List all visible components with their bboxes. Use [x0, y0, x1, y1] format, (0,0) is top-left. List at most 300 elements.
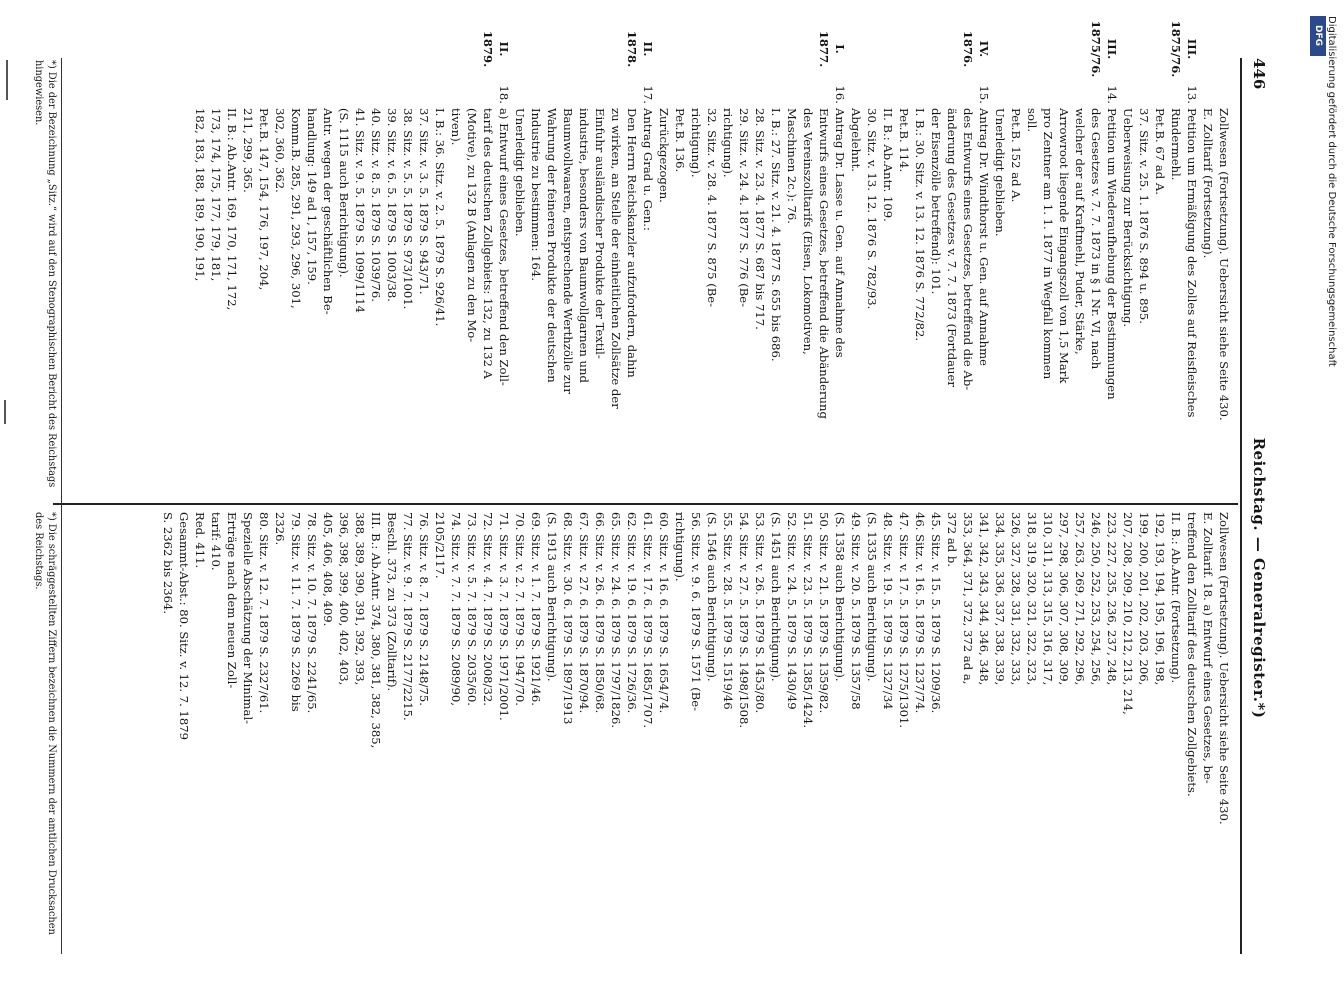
entry-text: 49. Sitz. v. 20. 5. 1879 S. 1357/58 — [849, 512, 863, 710]
entry-text: 41. Sitz. v. 9. 5. 1879 S. 1099/1114 — [353, 108, 367, 313]
register-line — [400, 512, 416, 956]
entry-text: Pet.B. 67 ad A. — [1153, 108, 1167, 195]
register-line — [784, 512, 800, 956]
register-line — [1120, 20, 1136, 495]
register-line — [1184, 20, 1200, 495]
register-line — [784, 20, 800, 495]
session-label — [896, 20, 912, 78]
register-line — [880, 20, 896, 495]
column-divider — [53, 503, 1238, 505]
register-line — [800, 512, 816, 956]
entry-text: 39. Sitz. v. 6. 5. 1879 S. 1003/38. — [385, 108, 399, 302]
register-line — [912, 512, 928, 956]
entry-text: Petition um Ermäßigung des Zolles auf Reisfleisches — [1185, 108, 1199, 418]
session-label — [416, 20, 432, 78]
session-label — [224, 20, 240, 78]
register-line — [592, 512, 608, 956]
footnote-right: *) Die schräggestellten Ziffern bezeichnen die Nummern der amtlichen Drucksachen des Reichstags. — [33, 512, 57, 935]
register-line — [848, 20, 864, 495]
entry-text: (S. 1451 auch Berichtigung). — [769, 512, 783, 682]
session-label — [720, 20, 736, 78]
entry-text: Spezielle Abschätzung der Minimal- — [241, 512, 255, 725]
entry-text: der Eisenzölle betreffend): 101. — [929, 108, 943, 295]
entry-number — [912, 78, 928, 108]
entry-text: 69. Sitz. v. 1. 7. 1879 S. 1921/46. — [529, 512, 543, 706]
register-line — [1136, 20, 1152, 495]
entry-text: 70. Sitz. v. 2. 7. 1879 S. 1947/70. — [513, 512, 527, 706]
entry-text: Antrag Dr. Windthorst u. Gen. auf Annahme — [977, 108, 991, 366]
register-line — [512, 20, 528, 495]
register-line — [496, 20, 512, 495]
entry-number — [352, 78, 368, 108]
entry-text: handlung: 149 ad 1, 157, 159. — [305, 108, 319, 285]
entry-number — [1120, 78, 1136, 108]
session-label: 1878. — [625, 30, 639, 68]
register-line — [832, 512, 848, 956]
register-line — [224, 512, 240, 956]
entry-text: 77. Sitz. v. 9. 7. 1879 S. 2177/2215. — [401, 512, 415, 721]
session-label — [528, 20, 544, 78]
entry-number — [320, 78, 336, 108]
register-line — [976, 512, 992, 956]
entry-number — [272, 78, 288, 108]
entry-text: Pet.B. 147, 154, 176, 197, 204, — [257, 108, 271, 291]
session-label — [608, 20, 624, 78]
entry-number — [544, 78, 560, 108]
register-line — [304, 20, 320, 495]
entry-number — [768, 78, 784, 108]
register-line — [288, 512, 304, 956]
entry-number: 18. — [497, 85, 511, 104]
entry-text: 396, 398, 399, 400, 402, 403, — [337, 512, 351, 686]
entry-text: Pet.B. 152 ad A. — [1009, 108, 1023, 203]
footnote-left: *) Die der Bezeichnung „Sitz.“ wird auf den Stenographischen Bericht des Reichstags hingewiesen. — [33, 60, 57, 488]
session-label — [576, 20, 592, 78]
entry-text: Unerledigt geblieben. — [513, 108, 527, 237]
entry-number — [784, 78, 800, 108]
register-line — [976, 20, 992, 495]
entry-text: 79. Sitz. v. 11. 7. 1879 S. 2269 bis — [289, 512, 303, 712]
session-label — [1216, 20, 1232, 78]
entry-text: Industrie zu bestimmen: 164. — [529, 108, 543, 281]
register-line — [432, 20, 448, 495]
register-line — [1168, 512, 1184, 956]
entry-text: 65. Sitz. v. 24. 6. 1879 S. 1797/1826. — [609, 512, 623, 729]
entry-text: I. B.: 27. Sitz. v. 21. 4. 1877 S. 655 bis 686. — [769, 108, 783, 362]
register-line — [400, 20, 416, 495]
entry-number: 15. — [977, 85, 991, 104]
entry-text: 50. Sitz. v. 21. 5. 1879 S. 1359/82. — [817, 512, 831, 714]
entry-text: Einfuhr ausländischer Produkte der Textil- — [593, 108, 607, 359]
entry-text: richtigung). — [721, 108, 735, 178]
entry-text: 76. Sitz. v. 8. 7. 1879 S. 2148/75. — [417, 512, 431, 706]
entry-text: Ueberweisung zur Berücksichtigung. — [1121, 108, 1135, 328]
register-line — [816, 512, 832, 956]
entry-number — [688, 78, 704, 108]
entry-text: 28. Sitz. v. 23. 4. 1877 S. 687 bis 717. — [753, 108, 767, 330]
register-line — [272, 20, 288, 495]
register-line — [336, 20, 352, 495]
register-line — [480, 512, 496, 956]
register-line — [992, 20, 1008, 495]
entry-text: I. B.: 30. Sitz. v. 13. 12. 1876 S. 772/82. — [913, 108, 927, 342]
entry-text: Entwurfs eines Gesetzes, betreffend die Abänderung — [817, 108, 831, 419]
entry-text: a) Entwurf eines Gesetzes, betreffend den Zoll- — [497, 108, 511, 386]
session-label — [1024, 20, 1040, 78]
entry-text: zu wirken, an Stelle der einheitlichen Zollsätze der — [609, 108, 623, 409]
register-line — [464, 20, 480, 495]
entry-number — [400, 78, 416, 108]
register-line — [1200, 512, 1216, 956]
session-label — [784, 20, 800, 78]
entry-text: (S. 1358 auch Berichtigung). — [833, 512, 847, 682]
register-line — [1104, 20, 1120, 495]
entry-number — [240, 78, 256, 108]
entry-text: 173, 174, 175, 177, 179, 181, — [209, 108, 223, 282]
register-line — [1024, 20, 1040, 495]
entry-number — [432, 78, 448, 108]
register-line — [256, 512, 272, 956]
register-line — [960, 20, 976, 495]
register-line — [528, 512, 544, 956]
entry-text: Abgelehnt. — [849, 108, 863, 172]
register-line — [1168, 20, 1184, 495]
entry-number — [800, 78, 816, 108]
register-line — [864, 20, 880, 495]
session-label — [304, 20, 320, 78]
register-line — [352, 20, 368, 495]
session-label — [512, 20, 528, 78]
register-line — [768, 20, 784, 495]
entry-number — [720, 78, 736, 108]
entry-number — [1200, 78, 1216, 108]
register-line — [592, 20, 608, 495]
entry-text: änderung des Gesetzes v. 7. 7. 1873 (Fortdauer — [945, 108, 959, 387]
entry-number — [592, 78, 608, 108]
register-line — [752, 512, 768, 956]
entry-number — [848, 78, 864, 108]
entry-text: 37. Sitz. v. 3. 5. 1879 S. 943/71. — [417, 108, 431, 295]
register-line — [416, 512, 432, 956]
entry-text: tarif: 410. — [209, 512, 223, 571]
register-line — [176, 512, 192, 956]
entry-number — [1152, 78, 1168, 108]
entry-text: (S. 1913 auch Berichtigung). — [545, 512, 559, 682]
session-label: II. — [497, 41, 511, 57]
entry-text: (S. 1335 auch Berichtigung). — [865, 512, 879, 682]
session-label — [368, 20, 384, 78]
left-column — [192, 20, 1232, 495]
entry-text: E. Zolltarif. 18. a) Entwurf eines Gesetzes, be- — [1201, 512, 1215, 784]
digitization-side-strip — [1308, 14, 1344, 1000]
entry-number — [576, 78, 592, 108]
entry-text: 223, 227, 235, 236, 237, 248, — [1105, 512, 1119, 686]
session-label — [688, 20, 704, 78]
entry-number — [624, 78, 640, 108]
entry-text: 54. Sitz. v. 27. 5. 1879 S. 1498/1508. — [737, 512, 751, 729]
register-line — [1216, 20, 1232, 495]
register-line — [944, 20, 960, 495]
entry-text: des Vereinszolltarifs (Eisen, Lokomotiven, — [801, 108, 815, 355]
entry-number — [1216, 78, 1232, 108]
register-line — [432, 512, 448, 956]
entry-text: (S. 1115 auch Berichtigung). — [337, 108, 351, 278]
register-line — [992, 512, 1008, 956]
session-label: II. — [641, 41, 655, 57]
register-line — [384, 20, 400, 495]
entry-text: Den Herrn Reichskanzler aufzufordern, dahin — [625, 108, 639, 378]
session-label — [384, 20, 400, 78]
entry-number — [864, 78, 880, 108]
digitization-credit: Digitalisierung gefördert durch die Deutsche Forschungsgemeinschaft — [1326, 16, 1337, 367]
entry-number — [288, 78, 304, 108]
entry-number — [1168, 78, 1184, 108]
register-line — [736, 20, 752, 495]
session-label — [912, 20, 928, 78]
register-line — [704, 512, 720, 956]
register-line — [240, 20, 256, 495]
entry-text: tiven). — [449, 108, 463, 146]
entry-text: 246, 250, 252, 253, 254, 256, — [1089, 512, 1103, 686]
entry-text: E. Zolltarif (Fortsetzung). — [1201, 108, 1215, 259]
entry-text: 353, 364, 371, 372, 372 ad a, — [961, 512, 975, 685]
entry-text: 38. Sitz. v. 5. 5. 1879 S. 973/1001. — [401, 108, 415, 310]
entry-text: 74. Sitz. v. 7. 7. 1879 S. 2089/90, — [449, 512, 463, 706]
session-label: 1875/76. — [1089, 20, 1103, 78]
entry-number — [816, 78, 832, 108]
entry-text: 60. Sitz. v. 16. 6. 1879 S. 1654/74. — [657, 512, 671, 714]
entry-number — [480, 78, 496, 108]
entry-text: des Gesetzes v. 7. 7. 1873 in § 1 Nr. VI, nach — [1089, 108, 1103, 370]
register-line — [768, 512, 784, 956]
register-line — [640, 512, 656, 956]
register-line — [944, 512, 960, 956]
session-label: 1876. — [961, 30, 975, 68]
entry-text: Komm.B. 285, 291, 293, 296, 301, — [289, 108, 303, 309]
page-header — [1242, 58, 1272, 958]
entry-text: 388, 389, 390, 391, 392, 393, — [353, 512, 367, 686]
entry-text: 37. Sitz. v. 25. 1. 1876 S. 894 u. 895. — [1137, 108, 1151, 324]
register-line — [544, 512, 560, 956]
register-line — [1072, 20, 1088, 495]
entry-text: 40. Sitz. v. 8. 5. 1879 S. 1039/76. — [369, 108, 383, 302]
register-line — [1200, 20, 1216, 495]
entry-text: I. B.: 36. Sitz. v. 2. 5. 1879 S. 926/41. — [433, 108, 447, 327]
entry-number — [1024, 78, 1040, 108]
register-line — [1152, 512, 1168, 956]
entry-text: II. B.: Ab.Antr. (Fortsetzung). — [1169, 512, 1183, 684]
entry-text: II. B.: Ab.Antr. 109. — [881, 108, 895, 222]
register-line — [1088, 512, 1104, 956]
register-line — [1008, 20, 1024, 495]
session-label — [432, 20, 448, 78]
entry-number — [384, 78, 400, 108]
entry-text: 62. Sitz. v. 19. 6. 1879 S. 1726/36. — [625, 512, 639, 714]
register-line — [928, 20, 944, 495]
session-label: I. — [833, 44, 847, 54]
register-line — [608, 20, 624, 495]
register-line — [1056, 512, 1072, 956]
entry-number: 17. — [641, 85, 655, 104]
register-line — [880, 512, 896, 956]
entry-number — [880, 78, 896, 108]
entry-text: Gesammt-Abst.: 80. Sitz. v. 12. 7. 1879 — [177, 512, 191, 741]
register-line — [640, 20, 656, 495]
entry-text: 46. Sitz. v. 16. 5. 1879 S. 1237/74. — [913, 512, 927, 714]
entry-text: 51. Sitz. v. 23. 5. 1879 S. 1385/1424. — [801, 512, 815, 729]
register-line — [864, 512, 880, 956]
register-line — [832, 20, 848, 495]
session-label — [288, 20, 304, 78]
entry-text: 372 ad b. — [945, 512, 959, 567]
session-label — [1136, 20, 1152, 78]
entry-text: Zurückgezogen. — [657, 108, 671, 203]
register-line — [896, 20, 912, 495]
entry-text: 61. Sitz. v. 17. 6. 1879 S. 1685/1707. — [641, 512, 655, 729]
register-line — [448, 20, 464, 495]
entry-text: 29. Sitz. v. 24. 4. 1877 S. 776 (Be- — [737, 108, 751, 308]
register-line — [464, 512, 480, 956]
page-number: 446 — [1250, 58, 1268, 90]
register-line — [1088, 20, 1104, 495]
register-line — [624, 512, 640, 956]
entry-number — [1072, 78, 1088, 108]
register-line — [208, 512, 224, 956]
entry-number — [528, 78, 544, 108]
session-label — [352, 20, 368, 78]
session-label — [560, 20, 576, 78]
register-line — [688, 512, 704, 956]
entry-number — [704, 78, 720, 108]
register-line — [816, 20, 832, 495]
entry-text: III. B.: Ab.Antr. 374, 380, 381, 382, 385, — [369, 512, 383, 749]
scan-speck — [6, 60, 8, 100]
entry-text: 192, 193, 194, 195, 196, 198, — [1153, 512, 1167, 686]
entry-text: pro Zentner am 1. 1. 1877 in Wegfall kommen — [1041, 108, 1055, 380]
register-line — [576, 512, 592, 956]
right-column — [160, 512, 1232, 956]
entry-text: 53. Sitz. v. 26. 5. 1879 S. 1453/80. — [753, 512, 767, 714]
entry-text: 257, 263, 269, 271, 292, 296, — [1073, 512, 1087, 686]
register-line — [688, 20, 704, 495]
entry-number — [1008, 78, 1024, 108]
entry-text: Antrag Dr. Lasse u. Gen. auf Annahme des — [833, 108, 847, 358]
entry-text: treffend den Zolltarif des deutschen Zollgebiets. — [1185, 512, 1199, 797]
entry-text: 72. Sitz. v. 4. 7. 1879 S. 2008/32. — [481, 512, 495, 706]
entry-number — [368, 78, 384, 108]
entry-text: Wahrung der feineren Produkte der deutschen — [545, 108, 559, 383]
session-label — [208, 20, 224, 78]
entry-text: Red. 411. — [193, 512, 207, 569]
register-line — [320, 512, 336, 956]
entry-text: 2105/2117. — [433, 512, 447, 579]
entry-number — [960, 78, 976, 108]
entry-text: 302, 360, 362. — [273, 108, 287, 193]
session-label: 1875/76. — [1169, 20, 1183, 78]
register-line — [384, 512, 400, 956]
session-label — [992, 20, 1008, 78]
session-label — [1008, 20, 1024, 78]
entry-number — [1040, 78, 1056, 108]
entry-text: Pet.B. 114. — [897, 108, 911, 173]
entry-number — [928, 78, 944, 108]
register-line — [1040, 512, 1056, 956]
register-line — [560, 20, 576, 495]
session-label — [704, 20, 720, 78]
register-line — [288, 20, 304, 495]
footnote-rule — [61, 58, 62, 954]
register-line — [752, 20, 768, 495]
register-line — [480, 20, 496, 495]
entry-text: 73. Sitz. v. 5. 7. 1879 S. 2035/60. — [465, 512, 479, 706]
session-label — [848, 20, 864, 78]
register-line — [224, 20, 240, 495]
session-label: 1877. — [817, 30, 831, 68]
entry-text: 67. Sitz. v. 27. 6. 1879 S. 1870/94. — [577, 512, 591, 714]
register-line — [704, 20, 720, 495]
entry-text: 78. Sitz. v. 10. 7. 1879 S. 2241/65. — [305, 512, 319, 714]
register-line — [720, 512, 736, 956]
entry-text: 334, 335, 336, 337, 338, 339, — [993, 512, 1007, 686]
scan-speck — [4, 400, 6, 424]
session-label — [320, 20, 336, 78]
entry-number — [192, 78, 208, 108]
entry-text: (Motive), zu 132 B (Anlagen zu den Mo- — [465, 108, 479, 343]
entry-text: Beschl. 373, zu 373 (Zolltarif). — [385, 512, 399, 692]
entry-text: Petition um Wiederaufhebung der Bestimmungen — [1105, 108, 1119, 400]
register-line — [496, 512, 512, 956]
entry-number — [736, 78, 752, 108]
entry-text: II. B.: Ab.Antr. 169, 170, 171, 172, — [225, 108, 239, 311]
register-line — [160, 512, 176, 956]
entry-text: 405, 406, 408, 409. — [321, 512, 335, 627]
entry-text: 55. Sitz. v. 28. 5. 1879 S. 1519/46 — [721, 512, 735, 710]
entry-number — [896, 78, 912, 108]
register-line — [256, 20, 272, 495]
session-label — [464, 20, 480, 78]
register-line — [1104, 512, 1120, 956]
register-line — [448, 512, 464, 956]
header-rule — [1240, 58, 1242, 954]
entry-text: soll. — [1025, 108, 1039, 133]
entry-text: industrie, besonders von Baumwollgarnen und — [577, 108, 591, 383]
session-label — [192, 20, 208, 78]
entry-text: Unerledigt geblieben. — [993, 108, 1007, 237]
entry-text: Maschinen 2c.): 76. — [785, 108, 799, 224]
register-line — [1040, 20, 1056, 495]
entry-text: Baumwollwaaren, entsprechende Werthzölle zur — [561, 108, 575, 394]
session-label — [736, 20, 752, 78]
register-line — [304, 512, 320, 956]
session-label — [1056, 20, 1072, 78]
register-line — [1152, 20, 1168, 495]
session-label — [1040, 20, 1056, 78]
entry-text: 310, 311, 313, 315, 316, 317, — [1041, 512, 1055, 686]
register-line — [720, 20, 736, 495]
register-line — [896, 512, 912, 956]
entry-text: welcher der auf Kraftmehl, Puder, Stärke, — [1073, 108, 1087, 355]
session-label — [240, 20, 256, 78]
entry-number: 14. — [1105, 85, 1119, 104]
register-line — [336, 512, 352, 956]
entry-number — [448, 78, 464, 108]
entry-text: Zollwesen (Fortsetzung). Uebersicht siehe Seite 430. — [1217, 108, 1231, 421]
entry-text: 2326. — [273, 512, 287, 546]
session-label: III. — [1185, 38, 1199, 60]
session-label — [1120, 20, 1136, 78]
entry-number — [208, 78, 224, 108]
register-line — [368, 20, 384, 495]
